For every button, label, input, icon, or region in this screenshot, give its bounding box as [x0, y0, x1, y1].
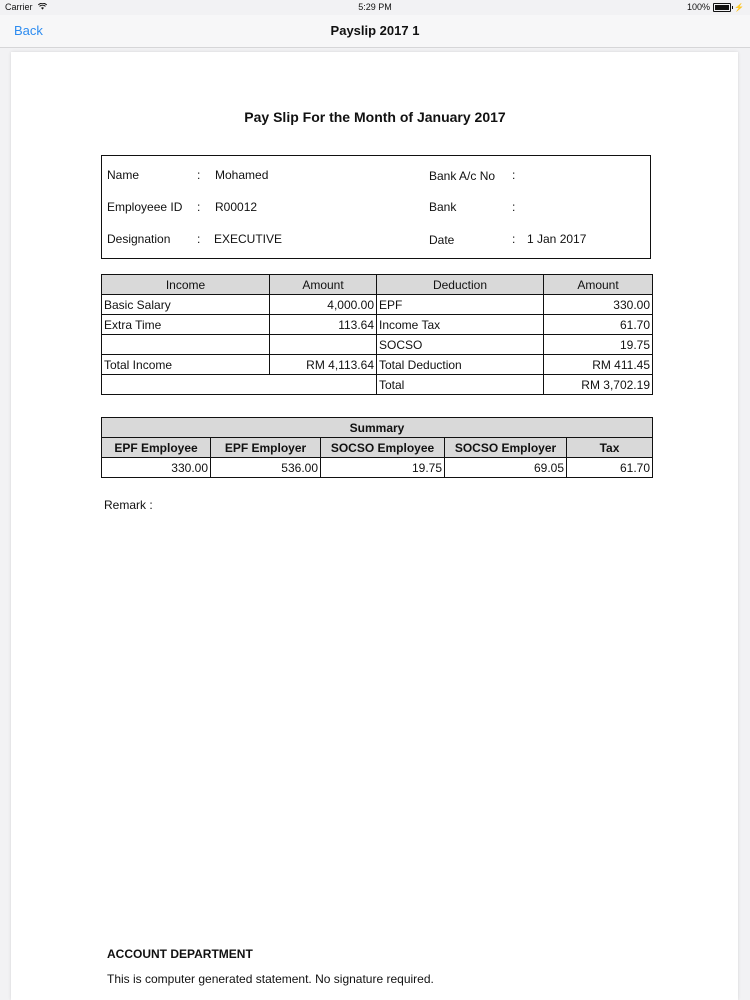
total-deduction-value: RM 411.45 — [544, 355, 653, 375]
total-deduction-label: Total Deduction — [377, 355, 544, 375]
pay-table-header — [102, 275, 653, 295]
totals-row — [102, 355, 653, 375]
summary-header-row — [102, 438, 653, 458]
deduction-item: Income Tax — [377, 315, 544, 335]
date-separator: : — [512, 232, 516, 246]
table-row — [102, 295, 653, 315]
epf-employer-value: 536.00 — [211, 458, 321, 478]
department-label: ACCOUNT DEPARTMENT — [107, 947, 253, 961]
designation-label: Designation — [107, 232, 171, 246]
summary-title-row — [102, 418, 653, 438]
income-amount-header: Amount — [270, 275, 377, 295]
battery-percent: 100% — [687, 2, 711, 12]
epf-employee-header: EPF Employee — [102, 438, 211, 458]
bank-label: Bank — [429, 200, 457, 214]
socso-employer-value: 69.05 — [445, 458, 567, 478]
designation-separator: : — [197, 232, 201, 246]
epf-employer-header: EPF Employer — [211, 438, 321, 458]
bank-separator: : — [512, 200, 516, 214]
total-income-label: Total Income — [102, 355, 270, 375]
deduction-amount: 19.75 — [544, 335, 653, 355]
summary-table — [101, 417, 653, 478]
battery-status — [687, 2, 744, 12]
back-button[interactable]: Back — [14, 23, 43, 38]
bank-ac-separator: : — [512, 168, 516, 182]
tax-value: 61.70 — [567, 458, 653, 478]
deduction-item: EPF — [377, 295, 544, 315]
footer-note: This is computer generated statement. No signature required. — [107, 972, 434, 986]
socso-employee-header: SOCSO Employee — [321, 438, 445, 458]
net-total-label: Total — [377, 375, 544, 395]
employee-id-separator: : — [197, 200, 201, 214]
charging-icon: ⚡ — [734, 2, 744, 12]
income-item: Basic Salary — [102, 295, 270, 315]
deduction-header: Deduction — [377, 275, 544, 295]
table-row — [102, 315, 653, 335]
socso-employee-value: 19.75 — [321, 458, 445, 478]
pay-table — [101, 274, 653, 395]
net-total-empty — [102, 375, 377, 395]
name-label: Name — [107, 168, 140, 182]
clock: 5:29 PM — [358, 2, 392, 12]
bank-ac-label: Bank A/c No — [429, 169, 496, 183]
date-value: 1 Jan 2017 — [527, 232, 587, 246]
battery-icon — [713, 3, 731, 12]
summary-values-row — [102, 458, 653, 478]
income-header: Income — [102, 275, 270, 295]
payslip-title: Pay Slip For the Month of January 2017 — [244, 109, 506, 125]
deduction-amount: 61.70 — [544, 315, 653, 335]
tax-header: Tax — [567, 438, 653, 458]
income-item — [102, 335, 270, 355]
navigation-bar — [0, 15, 750, 48]
epf-employee-value: 330.00 — [102, 458, 211, 478]
remark-label: Remark : — [104, 498, 153, 512]
income-amount: 113.64 — [270, 315, 377, 335]
income-amount — [270, 335, 377, 355]
socso-employer-header: SOCSO Employer — [445, 438, 567, 458]
carrier-text: Carrier — [5, 2, 33, 12]
nav-title: Payslip 2017 1 — [330, 23, 420, 38]
total-income-value: RM 4,113.64 — [270, 355, 377, 375]
deduction-item: SOCSO — [377, 335, 544, 355]
designation-value: EXECUTIVE — [214, 232, 283, 246]
name-separator: : — [197, 168, 201, 182]
deduction-amount-header: Amount — [544, 275, 653, 295]
net-total-value: RM 3,702.19 — [544, 375, 653, 395]
employee-id-value: R00012 — [215, 200, 258, 214]
net-total-row — [102, 375, 653, 395]
date-label: Date — [429, 233, 455, 247]
deduction-amount: 330.00 — [544, 295, 653, 315]
table-row — [102, 335, 653, 355]
income-amount: 4,000.00 — [270, 295, 377, 315]
status-bar — [0, 0, 750, 15]
name-value: Mohamed — [215, 168, 269, 182]
employee-info-box — [101, 155, 651, 259]
employee-id-label: Employeee ID — [107, 200, 183, 214]
income-item: Extra Time — [102, 315, 270, 335]
summary-title: Summary — [102, 418, 653, 438]
